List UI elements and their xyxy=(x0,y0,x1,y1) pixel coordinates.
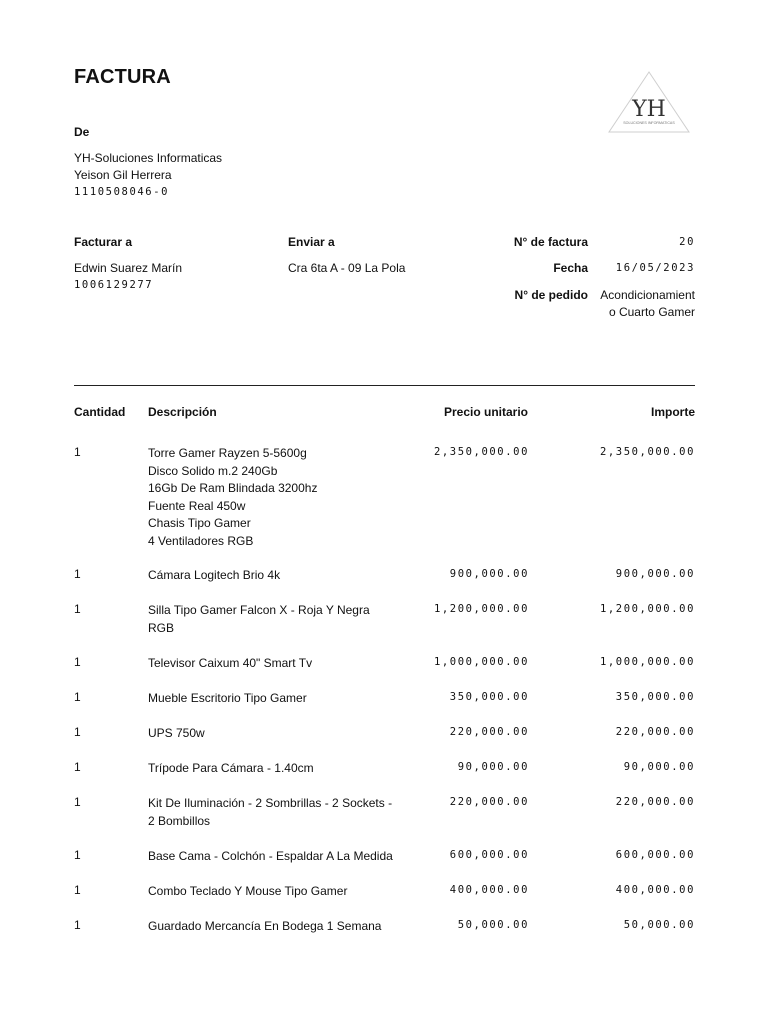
row-description-line: Trípode Para Cámara - 1.40cm xyxy=(148,761,314,775)
row-unit-price: 2,350,000.00 xyxy=(433,446,529,458)
row-description-line: Mueble Escritorio Tipo Gamer xyxy=(148,691,307,705)
row-amount: 220,000.00 xyxy=(615,796,695,808)
row-amount: 2,350,000.00 xyxy=(599,446,695,458)
row-description xyxy=(148,795,428,830)
row-amount: 220,000.00 xyxy=(615,726,695,738)
row-description-line: UPS 750w xyxy=(148,726,205,740)
row-description xyxy=(148,848,428,866)
row-quantity: 1 xyxy=(74,690,81,704)
company-logo xyxy=(606,70,692,136)
header-quantity: Cantidad xyxy=(74,405,126,419)
row-quantity: 1 xyxy=(74,795,81,809)
row-description-line: Disco Solido m.2 240Gb xyxy=(148,463,278,478)
order-number-label: N° de pedido xyxy=(514,288,588,302)
row-description xyxy=(148,760,428,778)
row-amount: 90,000.00 xyxy=(623,761,695,773)
date-label: Fecha xyxy=(553,261,588,275)
row-description-line: Combo Teclado Y Mouse Tipo Gamer xyxy=(148,884,348,898)
row-unit-price: 50,000.00 xyxy=(457,919,529,931)
row-amount: 600,000.00 xyxy=(615,849,695,861)
row-unit-price: 400,000.00 xyxy=(449,884,529,896)
row-unit-price: 900,000.00 xyxy=(449,568,529,580)
row-description xyxy=(148,655,428,673)
row-amount: 1,200,000.00 xyxy=(599,603,695,615)
order-description-line2: o Cuarto Gamer xyxy=(608,305,695,319)
row-amount: 1,000,000.00 xyxy=(599,656,695,668)
bill-to-label: Facturar a xyxy=(74,235,133,249)
row-amount: 350,000.00 xyxy=(615,691,695,703)
row-description-line: 4 Ventiladores RGB xyxy=(148,533,254,548)
row-description-line: Torre Gamer Rayzen 5-5600g xyxy=(148,446,307,460)
row-description xyxy=(148,602,428,637)
row-description-line: 2 Bombillos xyxy=(148,813,211,828)
sender-label: De xyxy=(74,125,90,139)
row-quantity: 1 xyxy=(74,655,81,669)
header-description: Descripción xyxy=(148,405,217,419)
logo-monogram: YH xyxy=(632,97,666,122)
logo-tagline: SOLUCIONES INFORMATICAS xyxy=(623,121,675,125)
row-description xyxy=(148,883,428,901)
invoice-title: FACTURA xyxy=(74,66,171,88)
row-unit-price: 1,200,000.00 xyxy=(433,603,529,615)
ship-to-address: Cra 6ta A - 09 La Pola xyxy=(288,261,406,275)
row-description-line: 16Gb De Ram Blindada 3200hz xyxy=(148,481,318,495)
row-description-line: Cámara Logitech Brio 4k xyxy=(148,568,281,582)
row-description xyxy=(148,567,428,585)
row-unit-price: 220,000.00 xyxy=(449,726,529,738)
order-description-line1: Acondicionamient xyxy=(600,288,695,302)
header-unit-price: Precio unitario xyxy=(443,405,528,419)
row-quantity: 1 xyxy=(74,445,81,459)
row-quantity: 1 xyxy=(74,602,81,616)
ship-to-label: Enviar a xyxy=(288,235,335,249)
row-description xyxy=(148,918,428,936)
row-amount: 50,000.00 xyxy=(623,919,695,931)
invoice-number: 20 xyxy=(679,236,695,248)
row-unit-price: 350,000.00 xyxy=(449,691,529,703)
row-quantity: 1 xyxy=(74,760,81,774)
row-description-line: Kit De Iluminación - 2 Sombrillas - 2 Sockets - xyxy=(148,796,393,810)
row-amount: 900,000.00 xyxy=(615,568,695,580)
row-description-line: Fuente Real 450w xyxy=(148,498,246,513)
sender-company: YH-Soluciones Informaticas xyxy=(74,151,223,165)
header-amount: Importe xyxy=(650,405,695,419)
row-quantity: 1 xyxy=(74,883,81,897)
row-quantity: 1 xyxy=(74,848,81,862)
row-unit-price: 1,000,000.00 xyxy=(433,656,529,668)
invoice-number-label: N° de factura xyxy=(513,235,588,249)
row-description xyxy=(148,445,428,550)
sender-name: Yeison Gil Herrera xyxy=(74,168,172,182)
row-description-line: Base Cama - Colchón - Espaldar A La Medida xyxy=(148,849,393,863)
bill-to-id: 1006129277 xyxy=(74,279,154,291)
row-description-line: Guardado Mercancía En Bodega 1 Semana xyxy=(148,919,382,933)
row-description xyxy=(148,690,428,708)
row-quantity: 1 xyxy=(74,567,81,581)
row-quantity: 1 xyxy=(74,725,81,739)
row-amount: 400,000.00 xyxy=(615,884,695,896)
invoice-date: 16/05/2023 xyxy=(615,262,695,274)
bill-to-name: Edwin Suarez Marín xyxy=(74,261,183,275)
row-description-line: RGB xyxy=(148,620,175,635)
row-description-line: Silla Tipo Gamer Falcon X - Roja Y Negra xyxy=(148,603,370,617)
row-description-line: Televisor Caixum 40" Smart Tv xyxy=(148,656,313,670)
table-divider xyxy=(74,385,695,386)
row-unit-price: 220,000.00 xyxy=(449,796,529,808)
row-description xyxy=(148,725,428,743)
row-unit-price: 90,000.00 xyxy=(457,761,529,773)
row-description-line: Chasis Tipo Gamer xyxy=(148,516,251,530)
sender-id: 1110508046-0 xyxy=(74,186,170,198)
row-unit-price: 600,000.00 xyxy=(449,849,529,861)
row-quantity: 1 xyxy=(74,918,81,932)
